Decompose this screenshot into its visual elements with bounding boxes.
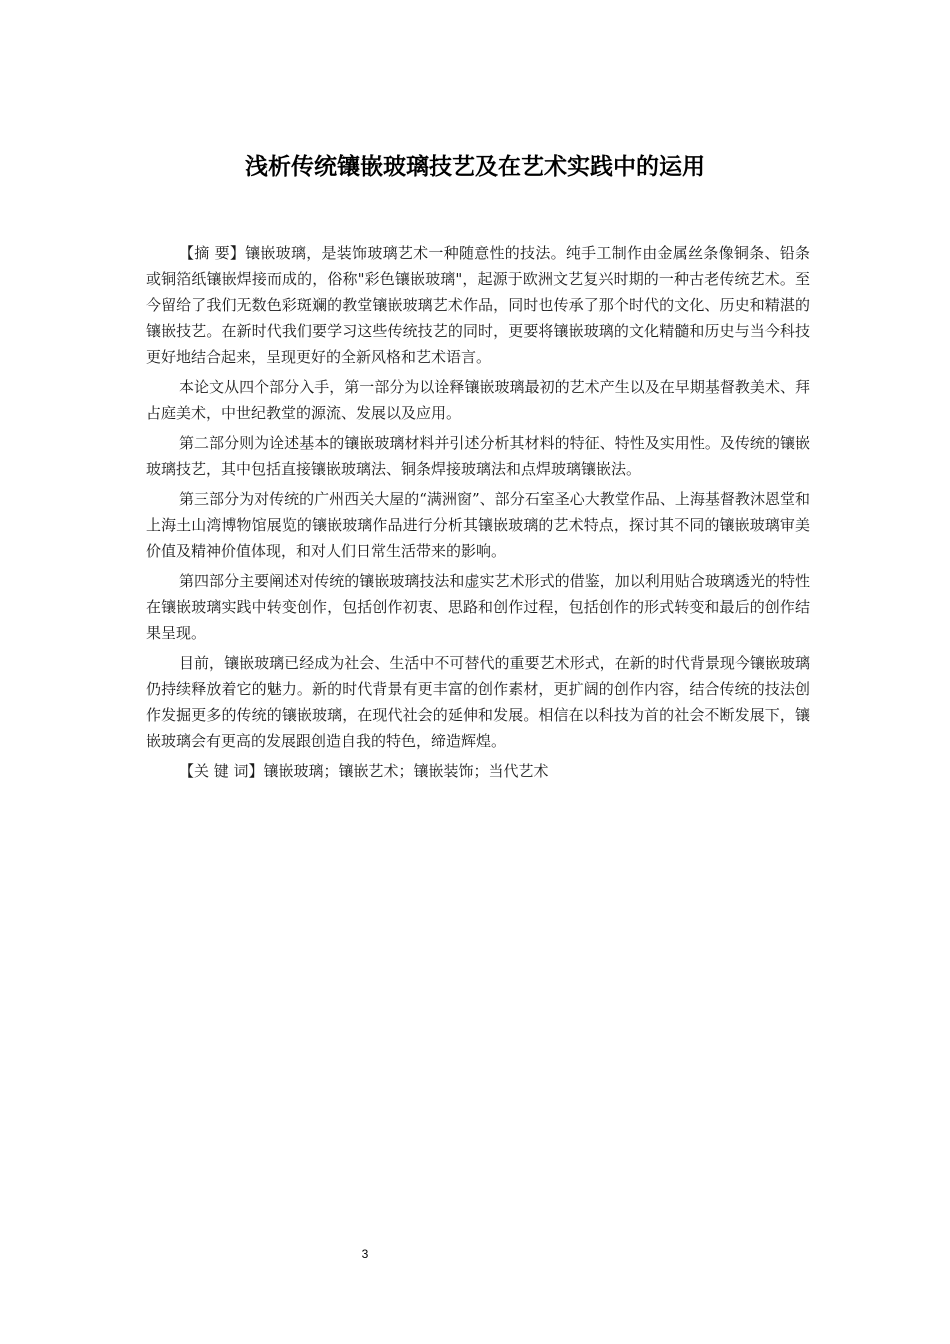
abstract-paragraph: 目前，镶嵌玻璃已经成为社会、生活中不可替代的重要艺术形式，在新的时代背景现今镶嵌玻璃仍持续释放着它的魅力。新的时代背景有更丰富的创作素材，更扩阔的创作内容，结合传统的技法创作发掘更多的传统的镶嵌玻璃，在现代社会的延伸和发展。相信在以科技为首的社会不断发展下，镶嵌玻璃会有更高的发展跟创造自我的特色，缔造辉煌。 (146, 654, 810, 750)
page-number: 3 (361, 1247, 369, 1261)
abstract-paragraph: 第四部分主要阐述对传统的镶嵌玻璃技法和虚实艺术形式的借鉴，加以利用贴合玻璃透光的特性在镶嵌玻璃实践中转变创作，包括创作初衷、思路和创作过程，包括创作的形式转变和最后的创作结果呈现。 (146, 572, 810, 642)
document-title: 浅析传统镶嵌玻璃技艺及在艺术实践中的运用 (245, 154, 705, 180)
abstract-label: 【摘 要】 (179, 244, 246, 262)
abstract-paragraph: 第二部分则为诠述基本的镶嵌玻璃材料并引述分析其材料的特征、特性及实用性。及传统的镶嵌玻璃技艺，其中包括直接镶嵌玻璃法、铜条焊接玻璃法和点焊玻璃镶嵌法。 (146, 434, 810, 478)
keywords-label: 【关 键 词】 (179, 762, 264, 780)
abstract-paragraph: 第三部分为对传统的广州西关大屋的“满洲窗”、部分石室圣心大教堂作品、上海基督教沐恩堂和上海土山湾博物馆展览的镶嵌玻璃作品进行分析其镶嵌玻璃的艺术特点，探讨其不同的镶嵌玻璃审美价值及精神价值体现，和对人们日常生活带来的影响。 (146, 490, 810, 560)
abstract-paragraph: 本论文从四个部分入手，第一部分为以诠释镶嵌玻璃最初的艺术产生以及在早期基督教美术、拜占庭美术，中世纪教堂的源流、发展以及应用。 (146, 378, 810, 422)
keywords-line (146, 758, 810, 784)
keywords-text: 镶嵌玻璃；镶嵌艺术；镶嵌装饰；当代艺术 (263, 762, 549, 780)
abstract-paragraph (146, 240, 810, 370)
abstract-paragraph-text: 镶嵌玻璃，是装饰玻璃艺术一种随意性的技法。纯手工制作由金属丝条像铜条、铅条或铜箔纸镶嵌焊接而成的，俗称"彩色镶嵌玻璃"，起源于欧洲文艺复兴时期的一种古老传统艺术。至今留给了我们无数色彩斑斓的教堂镶嵌玻璃艺术作品，同时也传承了那个时代的文化、历史和精湛的镶嵌技艺。在新时代我们要学习这些传统技艺的同时，更要将镶嵌玻璃的文化精髓和历史与当今科技更好地结合起来，呈现更好的全新风格和艺术语言。 (146, 244, 810, 366)
abstract-section (146, 240, 810, 784)
